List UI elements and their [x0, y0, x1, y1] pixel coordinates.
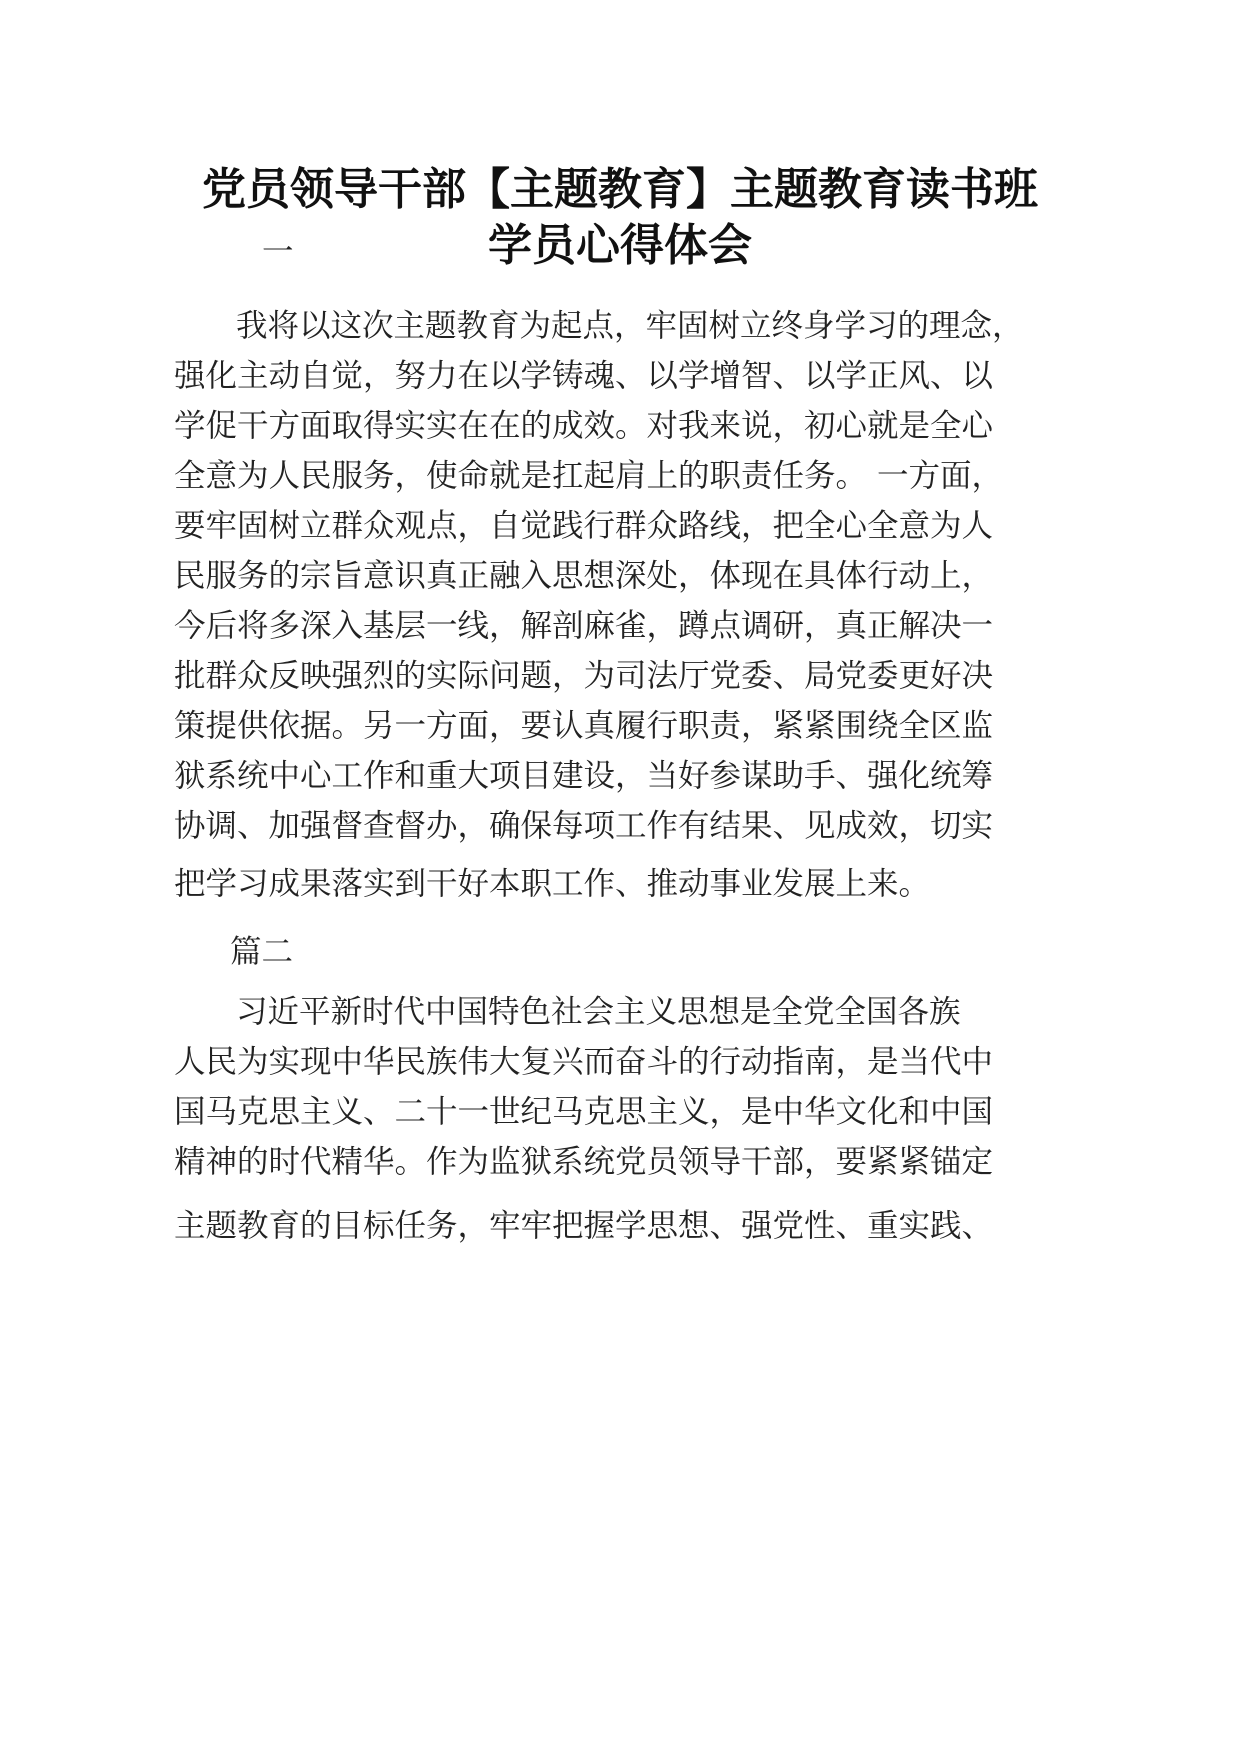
- paragraph-line: 把学习成果落实到干好本职工作、推动事业发展上来。: [174, 866, 931, 902]
- paragraph-line: 狱系统中心工作和重大项目建设，当好参谋助手、强化统筹: [174, 758, 994, 794]
- document-title-line-2: 学员心得体会: [488, 220, 752, 271]
- paragraph-line: 习近平新时代中国特色社会主义思想是全党全国各族: [236, 994, 961, 1030]
- paragraph-line: 批群众反映强烈的实际问题，为司法厅党委、局党委更好决: [174, 658, 994, 694]
- paragraph-line: 民服务的宗旨意识真正融入思想深处，体现在具体行动上，: [174, 558, 994, 594]
- paragraph-line: 协调、加强督查督办，确保每项工作有结果、见成效，切实: [174, 808, 994, 844]
- paragraph-line: 策提供依据。另一方面，要认真履行职责，紧紧围绕全区监: [174, 708, 994, 744]
- paragraph-line: 强化主动自觉，努力在以学铸魂、以学增智、以学正风、以: [174, 358, 994, 394]
- paragraph-line: 国马克思主义、二十一世纪马克思主义，是中华文化和中国: [174, 1094, 994, 1130]
- section-2-marker: 篇二: [230, 934, 294, 970]
- section-1-marker: 一: [262, 234, 294, 270]
- paragraph-line: 学促干方面取得实实在在的成效。对我来说，初心就是全心: [174, 408, 994, 444]
- paragraph-line: 人民为实现中华民族伟大复兴而奋斗的行动指南，是当代中: [174, 1044, 994, 1080]
- paragraph-line: 要牢固树立群众观点，自觉践行群众路线，把全心全意为人: [174, 508, 994, 544]
- paragraph-line: 精神的时代精华。作为监狱系统党员领导干部，要紧紧锚定: [174, 1144, 994, 1180]
- paragraph-line: 今后将多深入基层一线，解剖麻雀，蹲点调研，真正解决一: [174, 608, 994, 644]
- paragraph-line: 全意为人民服务，使命就是扛起肩上的职责任务。 一方面，: [174, 458, 1004, 494]
- paragraph-line: 我将以这次主题教育为起点，牢固树立终身学习的理念，: [236, 308, 1024, 344]
- paragraph-line: 主题教育的目标任务，牢牢把握学思想、强党性、重实践、: [174, 1208, 994, 1244]
- document-title-line-1: 党员领导干部【主题教育】主题教育读书班: [202, 164, 1038, 215]
